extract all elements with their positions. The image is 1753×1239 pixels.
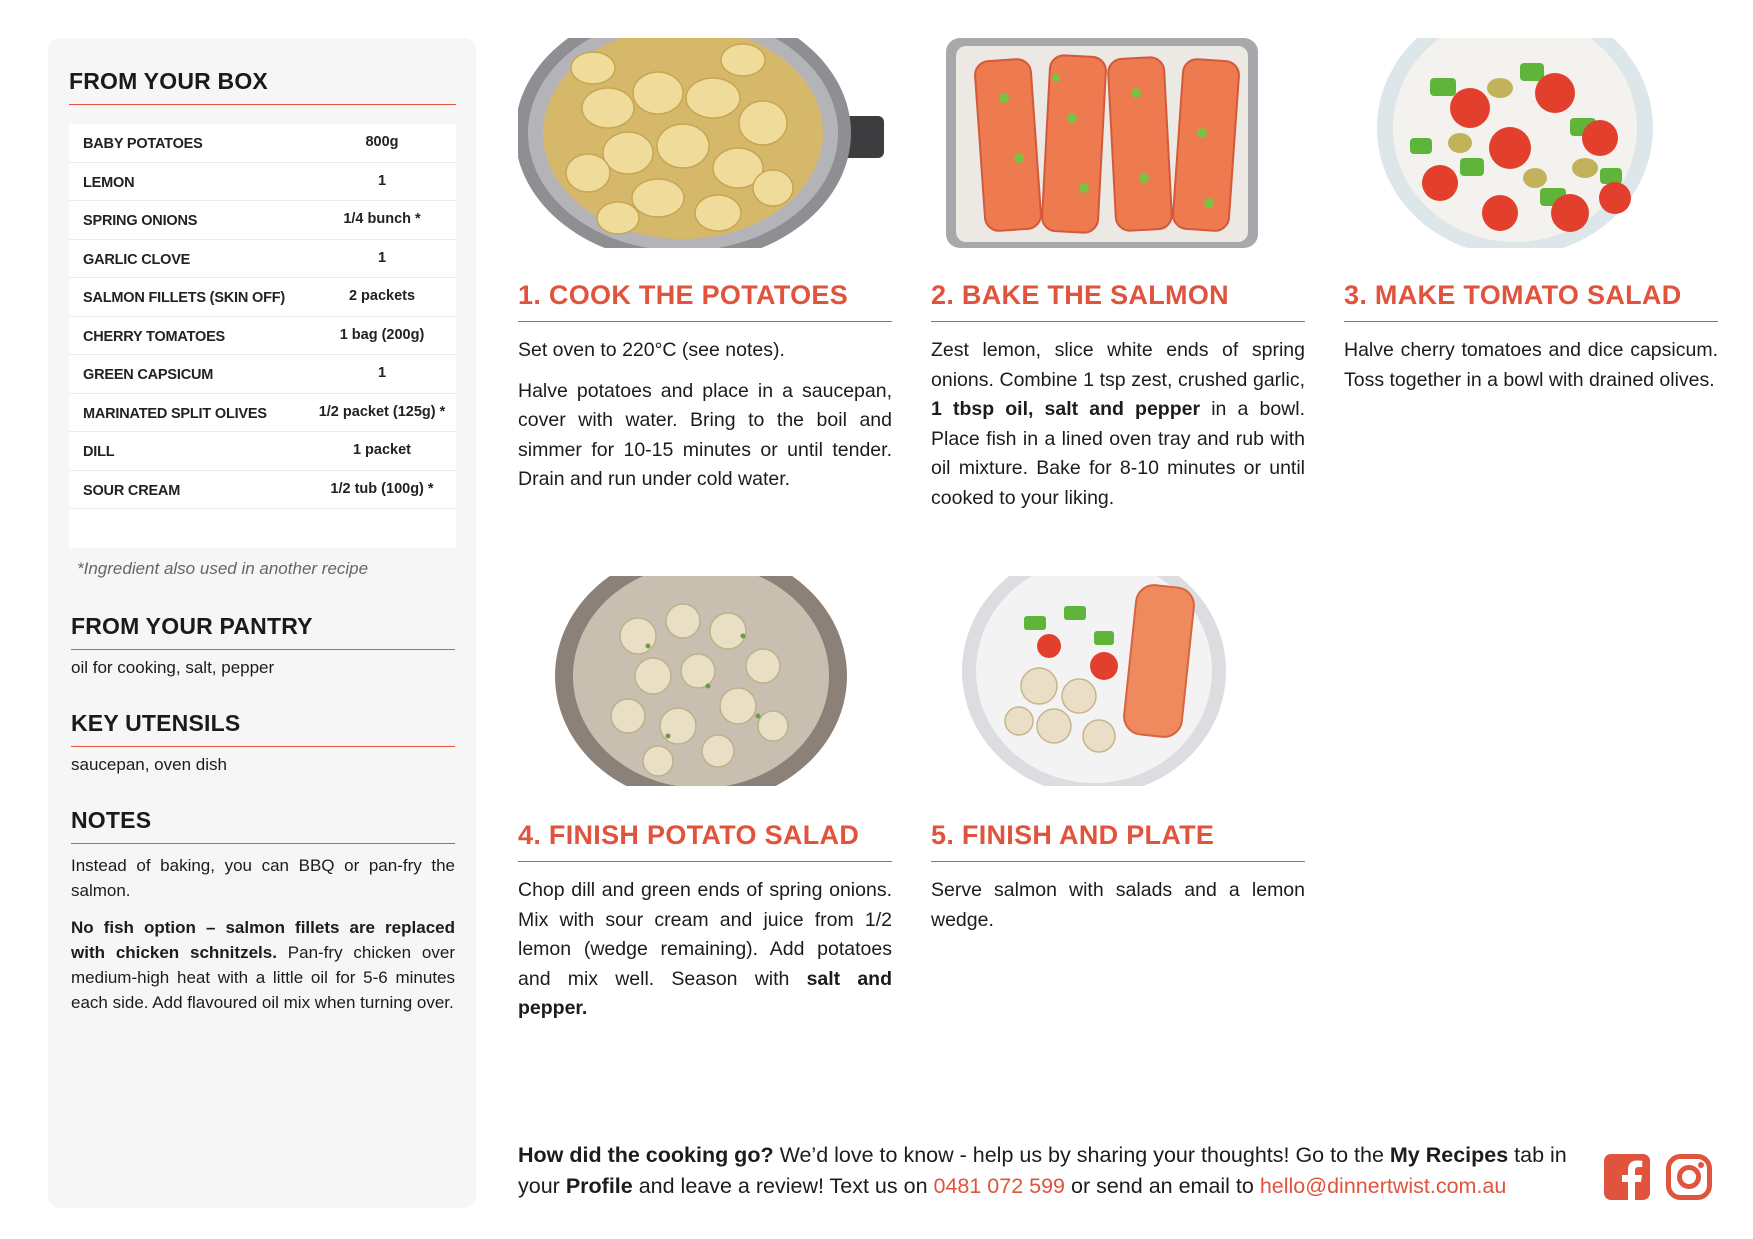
key-utensils-heading: KEY UTENSILS (71, 710, 241, 736)
ingredient-qty: 800g (365, 134, 399, 150)
ingredient-row (69, 278, 456, 317)
step-4-paragraph (518, 876, 892, 1024)
ingredient-qty: 1 (377, 249, 387, 266)
plated-salmon-photo (944, 576, 1284, 786)
ingredient-row (69, 201, 456, 240)
ingredient-name: SALMON FILLETS (SKIN OFF) (83, 290, 286, 306)
divider (1344, 321, 1718, 322)
ingredient-name: MARINATED SPLIT OLIVES (83, 405, 267, 422)
ingredient-qty: 1/2 packet (125g) * (318, 403, 446, 420)
step-5-paragraph: Serve salmon with salads and a lemon wedge. (931, 879, 1305, 931)
ingredient-row (69, 355, 456, 394)
ingredient-name: GARLIC CLOVE (83, 251, 191, 268)
footer-text-2: tab in your (518, 1143, 1567, 1198)
step-4-text (518, 876, 892, 1035)
ingredient-row (69, 317, 456, 356)
step-2-text-a: Zest lemon, slice white ends of spring onions. Combine 1 tsp zest, crushed garlic, (931, 339, 1305, 391)
step-2-bold-text: 1 tbsp oil, salt and pepper (931, 398, 1201, 420)
ingredient-qty: 2 packets (348, 288, 416, 304)
ingredient-row (69, 124, 456, 163)
pantry-text: oil for cooking, salt, pepper (71, 658, 275, 677)
ingredient-row (69, 394, 456, 433)
profile-label: Profile (565, 1174, 633, 1198)
footer-text-1: We’d love to know - help us by sharing your thoughts! Go to the (773, 1143, 1390, 1167)
step-3-paragraph: Halve cherry tomatoes and dice capsicum. Toss together in a bowl with drained olives. (1344, 339, 1718, 391)
ingredients-table (69, 124, 456, 548)
step-1-text (518, 336, 892, 506)
ingredient-name: SOUR CREAM (83, 482, 181, 499)
notes-paragraph-1: Instead of baking, you can BBQ or pan-fry the salmon. (71, 856, 455, 900)
divider (69, 104, 456, 105)
ingredient-qty: 1 (377, 172, 387, 189)
ingredient-name: LEMON (83, 174, 135, 191)
phone-link[interactable]: 0481 072 599 (933, 1174, 1066, 1198)
ingredient-qty: 1 bag (200g) (339, 326, 425, 343)
step-3-title: 3. MAKE TOMATO SALAD (1344, 280, 1682, 310)
from-your-pantry-heading: FROM YOUR PANTRY (71, 613, 313, 639)
ingredient-name: CHERRY TOMATOES (83, 328, 226, 345)
step-4-text-a: Chop dill and green ends of spring onions. Mix with sour cream and juice from 1/2 lemon (wedge remaining). Add potatoes and mix well. Season with (518, 879, 892, 990)
step-1-title: 1. COOK THE POTATOES (518, 280, 849, 310)
salmon-tray-photo (944, 38, 1284, 248)
divider (518, 321, 892, 322)
facebook-icon[interactable] (1604, 1154, 1650, 1200)
divider (71, 649, 455, 650)
from-your-box-heading: FROM YOUR BOX (69, 68, 268, 94)
step-4-title: 4. FINISH POTATO SALAD (518, 820, 860, 850)
footer-text-4: or send an email to (1065, 1174, 1260, 1198)
footer-text-3: and leave a review! Text us on (632, 1174, 934, 1198)
notes-bold-text: No fish option – salmon fillets are replaced with chicken schnitzels. (71, 918, 455, 962)
potatoes-saucepan-photo (518, 38, 884, 248)
ingredient-row (69, 240, 456, 279)
ingredient-qty: 1 (377, 365, 387, 381)
instagram-icon[interactable] (1666, 1154, 1712, 1200)
ingredient-footnote: *Ingredient also used in another recipe (77, 559, 369, 578)
step-2-title: 2. BAKE THE SALMON (931, 280, 1229, 310)
my-recipes-label: My Recipes (1389, 1143, 1509, 1167)
step-1-paragraph-2: Halve potatoes and place in a saucepan, cover with water. Bring to the boil and simmer for 10-15 minutes or until tender. Drain and run under cold water. (518, 379, 892, 490)
step-2-paragraph (931, 336, 1305, 513)
divider (931, 321, 1305, 322)
ingredient-qty: 1/2 tub (100g) * (330, 480, 434, 497)
notes-heading: NOTES (71, 807, 152, 833)
ingredient-name: DILL (83, 444, 115, 460)
divider (931, 861, 1305, 862)
divider (71, 843, 455, 844)
ingredient-qty: 1/4 bunch * (343, 211, 421, 227)
ingredient-name: GREEN CAPSICUM (83, 367, 214, 383)
step-4-bold-text: salt and pepper. (518, 967, 893, 1019)
feedback-question: How did the cooking go? (518, 1143, 774, 1167)
email-link[interactable]: hello@dinnertwist.com.au (1259, 1174, 1507, 1198)
tomato-salad-photo (1370, 38, 1700, 248)
step-1-paragraph-1: Set oven to 220°C (see notes). (518, 339, 785, 361)
notes-paragraph-2 (71, 915, 455, 1015)
feedback-footer (518, 1140, 1578, 1202)
notes-text: Pan-fry chicken over medium-high heat with a little oil for 5-6 minutes each side. Add flavoured oil mix when turning over. (71, 943, 455, 1012)
ingredient-qty: 1 packet (352, 442, 412, 458)
divider (71, 746, 455, 747)
step-2-text (931, 336, 1305, 524)
step-5-title: 5. FINISH AND PLATE (931, 820, 1215, 850)
ingredient-name: SPRING ONIONS (83, 213, 198, 229)
ingredient-row (69, 163, 456, 202)
ingredients-sidebar (48, 38, 476, 1208)
step-3-text (1344, 336, 1718, 406)
divider (518, 861, 892, 862)
ingredient-row (69, 432, 456, 471)
ingredient-row (69, 471, 456, 510)
ingredient-name: BABY POTATOES (83, 136, 203, 152)
potato-salad-photo (518, 576, 884, 786)
step-5-text (931, 876, 1305, 946)
step-2-text-b: in a bowl. Place fish in a lined oven tray and rub with oil mixture. Bake for 8-10 minutes or until cooked to your liking. (931, 398, 1305, 509)
utensils-text: saucepan, oven dish (71, 755, 227, 774)
